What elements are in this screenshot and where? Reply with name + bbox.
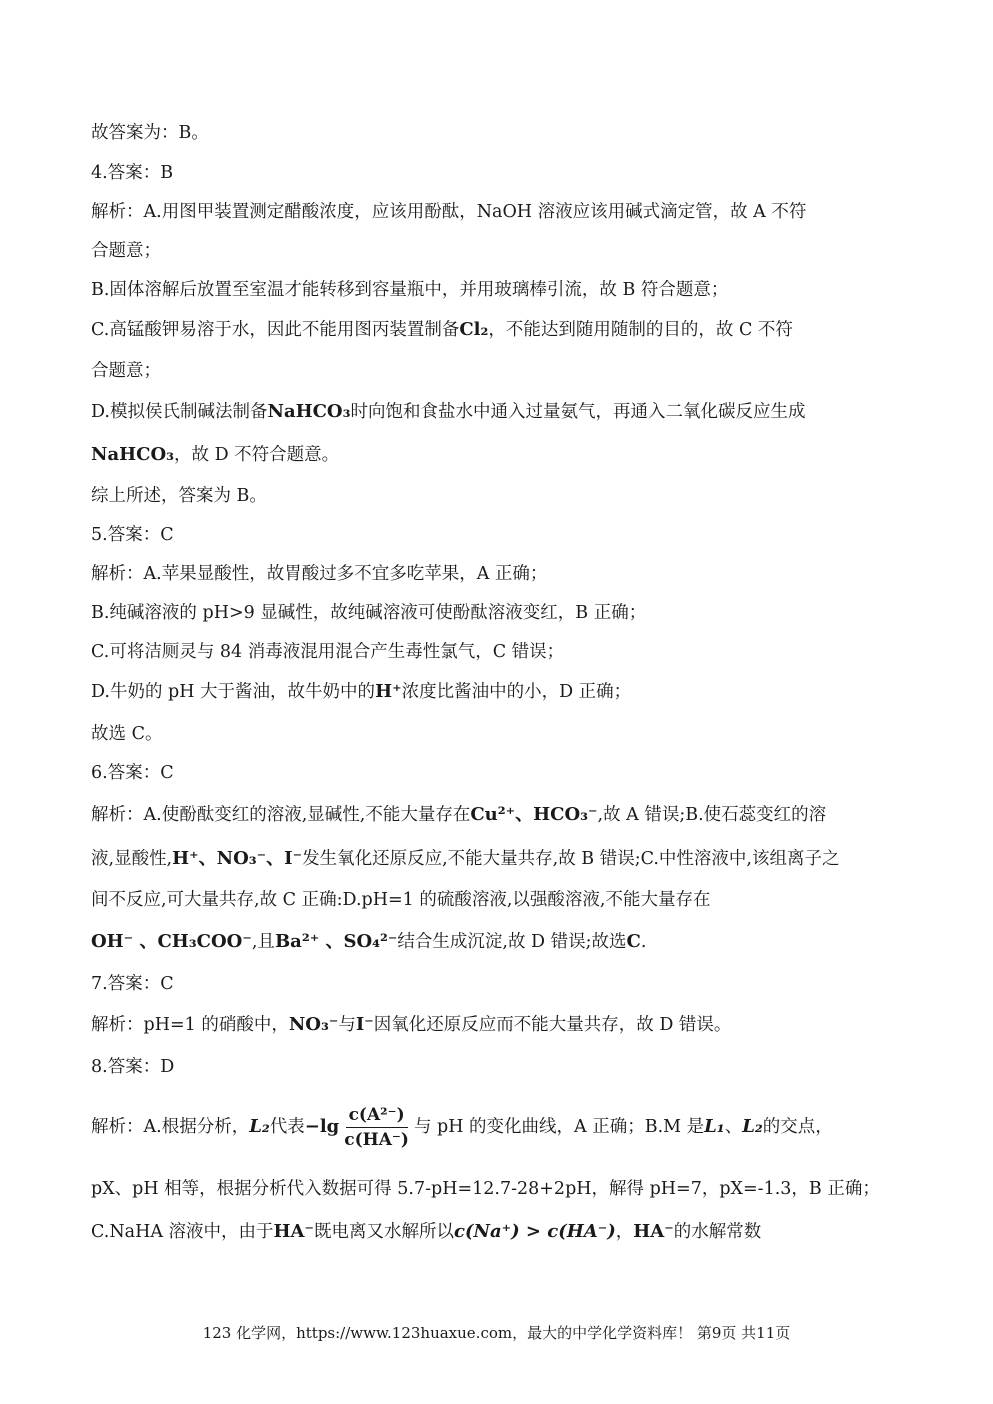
line-text: 与 pH 的变化曲线，A 正确；B.M 是: [413, 1117, 705, 1137]
line-text: 、: [724, 1117, 743, 1137]
line-text: B.纯碱溶液的 pH>9 显碱性，故纯碱溶液可使酚酞溶液变红，B 正确；: [91, 603, 647, 623]
line-text: ，不能达到随用随制的目的，故 C 不符: [488, 320, 793, 340]
line-text: ,故 A 错误;B.使石蕊变红的溶: [597, 805, 827, 825]
line-text: D.模拟侯氏制碱法制备: [91, 402, 268, 422]
page-footer: [0, 1322, 993, 1344]
answer-heading-6: [91, 761, 913, 785]
fraction-denominator: c(HA⁻): [344, 1130, 409, 1150]
line-text: C.高锰酸钾易溶于水，因此不能用图丙装置制备: [91, 320, 460, 340]
line-text: 因氧化还原反应而不能大量共存，故 D 错误。: [373, 1015, 732, 1035]
text-line: [91, 239, 913, 263]
line-text: 综上所述，答案为 B。: [91, 486, 267, 506]
formula-cl2: Cl₂: [459, 319, 489, 340]
line-text: 代表: [269, 1117, 305, 1137]
line-text: ,且: [251, 932, 275, 952]
choice-letter: C: [626, 931, 641, 952]
text-line: [91, 1177, 913, 1201]
line-text: 与: [338, 1015, 356, 1035]
text-line: [91, 278, 913, 302]
text-line: [91, 562, 913, 586]
line-text: 既电离又水解所以: [314, 1222, 455, 1242]
line-text: 的水解常数: [673, 1222, 762, 1242]
line-text: 的交点，: [762, 1117, 833, 1137]
formula-cu-hco3: Cu²⁺、HCO₃⁻: [470, 804, 598, 825]
line-text: 合题意；: [91, 241, 161, 261]
text-line: [91, 930, 913, 954]
line-text: C.NaHA 溶液中，由于: [91, 1222, 274, 1242]
text-line: [91, 803, 913, 827]
formula-h-plus: H⁺: [375, 681, 402, 702]
line-text: 故答案为：B。: [91, 123, 209, 143]
formula-oh-ch3coo: OH⁻ 、CH₃COO⁻: [91, 931, 252, 952]
formula-h-no3-i: H⁺、NO₃⁻、I⁻: [172, 848, 303, 869]
text-line: [91, 359, 913, 383]
line-text: 间不反应,可大量共存,故 C 正确:D.pH=1 的硫酸溶液,以强酸溶液,不能大量存在: [91, 890, 711, 910]
text-line: [91, 318, 913, 342]
line-text: pX、pH 相等，根据分析代入数据可得 5.7-pH=12.7-28+2pH，解得 pH=7，pX=-1.3，B 正确；: [91, 1179, 880, 1199]
formula-ha-minus: HA⁻: [273, 1221, 315, 1242]
fraction: [341, 1104, 412, 1151]
line-text: ，故 D 不符合题意。: [174, 445, 340, 465]
line-text: 4.答案：B: [91, 163, 174, 183]
text-line: [91, 400, 913, 424]
line-text: 解析：pH=1 的硝酸中，: [91, 1015, 289, 1035]
formula-no3: NO₃⁻: [288, 1014, 339, 1035]
line-text: B.固体溶解后放置至室温才能转移到容量瓶中，并用玻璃棒引流，故 B 符合题意；: [91, 280, 729, 300]
line-text: D.牛奶的 pH 大于酱油，故牛奶中的: [91, 682, 376, 702]
text-line: [91, 484, 913, 508]
answer-heading-4: [91, 161, 913, 185]
line-text: .: [640, 932, 647, 952]
formula-na-inequality: c(Na⁺) > c(HA⁻): [454, 1221, 616, 1242]
text-line: [91, 443, 913, 467]
formula-ba-so4: Ba²⁺ 、SO₄²⁻: [274, 931, 398, 952]
line-text: 液,显酸性,: [91, 849, 173, 869]
text-line: [91, 722, 913, 746]
line-text: 故选 C。: [91, 724, 163, 744]
curve-label-l2: L₂: [249, 1116, 270, 1137]
text-line: [91, 1102, 913, 1152]
fraction-numerator: c(A²⁻): [346, 1104, 408, 1128]
line-text: 解析：A.苹果显酸性，故胃酸过多不宜多吃苹果，A 正确；: [91, 564, 548, 584]
text-line: [91, 1220, 913, 1244]
text-line: [91, 888, 913, 912]
text-line: [91, 640, 913, 664]
line-text: 8.答案：D: [91, 1057, 175, 1077]
line-text: C.可将洁厕灵与 84 消毒液混用混合产生毒性氯气，C 错误；: [91, 642, 565, 662]
line-text: 合题意；: [91, 361, 161, 381]
answer-heading-5: [91, 523, 913, 547]
line-text: 5.答案：C: [91, 525, 174, 545]
formula-nahco3: NaHCO₃: [91, 444, 175, 465]
line-text: 浓度比酱油中的小，D 正确；: [401, 682, 632, 702]
line-text: ，: [615, 1222, 634, 1242]
line-text: 解析：A.使酚酞变红的溶液,显碱性,不能大量存在: [91, 805, 471, 825]
answer-heading-7: [91, 972, 913, 996]
text-line: [91, 680, 913, 704]
text-line: [91, 1013, 913, 1037]
formula-iodide: I⁻: [355, 1014, 374, 1035]
answer-heading-8: [91, 1055, 913, 1079]
line-text: 发生氧化还原反应,不能大量共存,故 B 错误;C.中性溶液中,该组离子之: [302, 849, 840, 869]
line-text: 解析：A.根据分析，: [91, 1117, 250, 1137]
formula-nahco3: NaHCO₃: [267, 401, 351, 422]
curve-label-l1: L₁: [704, 1116, 725, 1137]
text-line: [91, 847, 913, 871]
line-text: 6.答案：C: [91, 763, 174, 783]
text-line: [91, 601, 913, 625]
line-text: 时向饱和食盐水中通入过量氨气，再通入二氧化碳反应生成: [350, 402, 806, 422]
line-text: 7.答案：C: [91, 974, 174, 994]
line-text: 结合生成沉淀,故 D 错误;故选: [397, 932, 627, 952]
formula-ha-minus: HA⁻: [633, 1221, 674, 1242]
text-line: [91, 200, 913, 224]
footer-text: 123 化学网，https://www.123huaxue.com，最大的中学化学资料库！ 第9页 共11页: [202, 1324, 791, 1342]
line-text: 解析：A.用图甲装置测定醋酸浓度，应该用酚酞，NaOH 溶液应该用碱式滴定管，故 A 不符: [91, 202, 807, 222]
curve-label-l2: L₂: [742, 1116, 763, 1137]
text-line: [91, 121, 913, 145]
formula-neg-lg: −lg: [304, 1116, 340, 1137]
